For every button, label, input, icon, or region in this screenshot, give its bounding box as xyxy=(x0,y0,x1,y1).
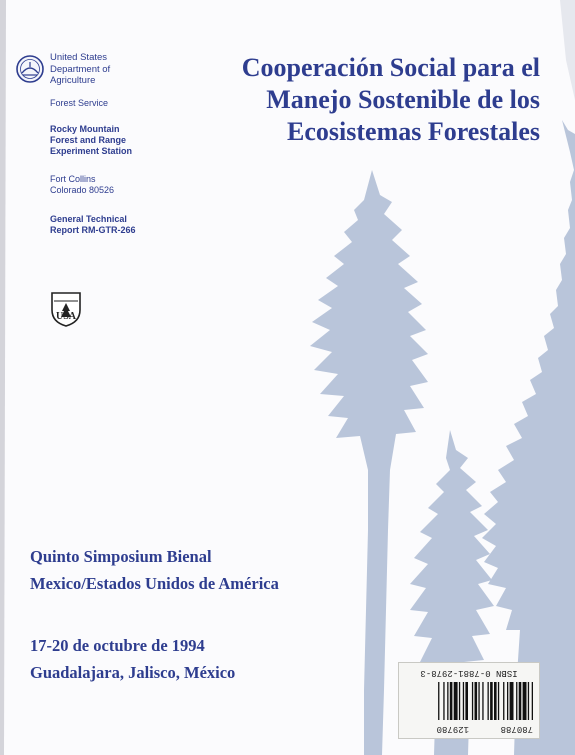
title-line-3: Ecosistemas Forestales xyxy=(287,117,540,146)
barcode-bar xyxy=(510,682,514,720)
usda-seal-icon xyxy=(16,55,44,83)
barcode-bar xyxy=(498,682,499,720)
event-dates: 17-20 de octubre de 1994 xyxy=(30,636,205,655)
station-block xyxy=(50,124,166,157)
barcode-bars xyxy=(405,682,533,720)
agency-line-3: Agriculture xyxy=(50,75,96,86)
barcode-bar xyxy=(450,682,453,720)
title-line-2: Manejo Sostenible de los xyxy=(266,85,540,114)
report-line-2: Report RM-GTR-266 xyxy=(50,225,136,235)
right-tree-silhouette xyxy=(482,120,575,755)
forest-service-label: Forest Service xyxy=(50,98,109,108)
symposium-block xyxy=(30,543,279,597)
barcode-bar xyxy=(519,682,522,720)
forest-service-shield-icon xyxy=(49,290,83,328)
barcode-bar xyxy=(475,682,478,720)
barcode-bar xyxy=(438,682,439,720)
barcode-bar xyxy=(463,682,464,720)
sidebar xyxy=(16,52,166,236)
barcode-bar xyxy=(488,682,489,720)
barcode-bar xyxy=(532,682,533,720)
isbn-barcode-sticker xyxy=(398,662,540,739)
barcode-bar xyxy=(447,682,448,720)
conifer-trees-illustration xyxy=(300,90,575,755)
barcode-number-2: 129780 xyxy=(436,724,469,734)
location-line-1: Fort Collins xyxy=(50,174,96,184)
barcode-bar xyxy=(516,682,517,720)
barcode-bar xyxy=(472,682,473,720)
station-line-3: Experiment Station xyxy=(50,146,133,156)
report-block xyxy=(50,214,166,236)
report-line-1: General Technical xyxy=(50,214,127,224)
barcode-bar xyxy=(443,682,444,720)
barcode-bar xyxy=(523,682,527,720)
title-line-1: Cooperación Social para el xyxy=(241,53,540,82)
agency-line-1: United States xyxy=(50,52,108,63)
barcode-number-1: 780788 xyxy=(500,724,533,734)
barcode-bar xyxy=(482,682,483,720)
location-line-2: Colorado 80526 xyxy=(50,185,115,195)
barcode-bar xyxy=(478,682,479,720)
symposium-line-1: Quinto Simposium Bienal xyxy=(30,547,212,566)
isbn-number: ISBN 0-7881-2978-3 xyxy=(420,668,518,678)
barcode-bar xyxy=(490,682,493,720)
event-place: Guadalajara, Jalisco, México xyxy=(30,663,236,682)
symposium-line-2: Mexico/Estados Unidos de América xyxy=(30,574,279,593)
barcode-bar xyxy=(494,682,497,720)
barcode-bar xyxy=(507,682,508,720)
barcode-bar xyxy=(465,682,468,720)
barcode-bar xyxy=(454,682,458,720)
barcode-bar xyxy=(503,682,504,720)
barcode-bar xyxy=(528,682,529,720)
barcode-bar xyxy=(459,682,460,720)
event-block xyxy=(30,632,235,686)
location-block xyxy=(50,174,166,196)
agency-line-2: Department of xyxy=(50,63,111,75)
station-line-2: Forest and Range xyxy=(50,135,127,145)
agency-block xyxy=(16,52,166,96)
shield-letters: USA xyxy=(55,311,77,322)
station-line-1: Rocky Mountain xyxy=(50,124,120,134)
